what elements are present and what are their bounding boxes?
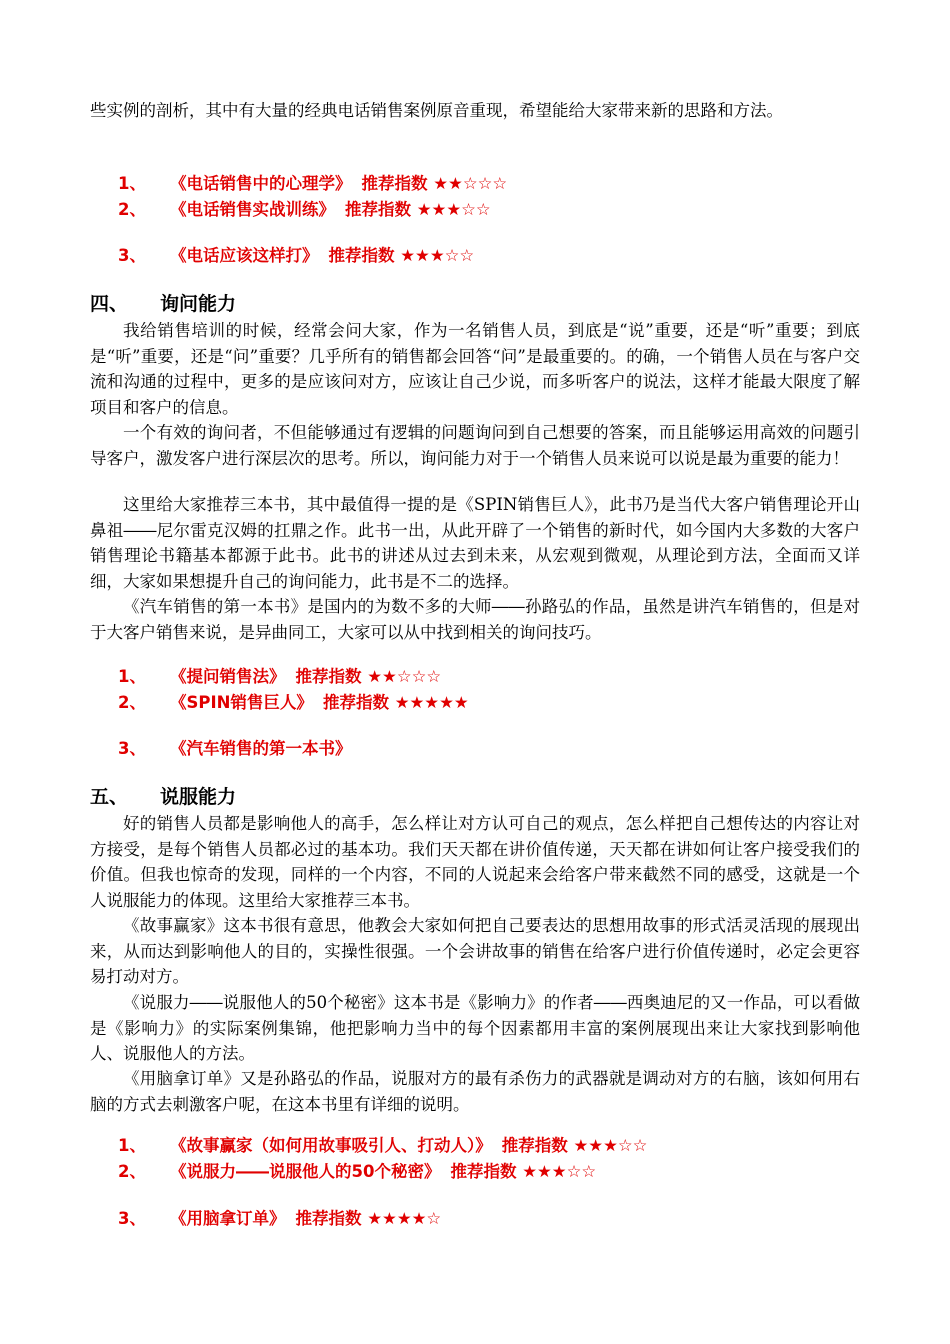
rating-label: 推荐指数 — [328, 246, 395, 265]
rating-label: 推荐指数 — [501, 1136, 568, 1155]
book-number: 3、 — [118, 1209, 146, 1228]
rating-stars: ★★★☆☆ — [400, 246, 475, 265]
rating-stars: ★★★★☆ — [367, 1209, 442, 1228]
book-title: 《汽车销售的第一本书》 — [170, 739, 352, 758]
book-recommendation — [118, 690, 469, 716]
rating-label: 推荐指数 — [295, 1209, 362, 1228]
book-title: 《电话销售中的心理学》 — [170, 174, 352, 193]
book-recommendation — [118, 1133, 647, 1159]
book-number: 3、 — [118, 246, 146, 265]
book-recommendation — [118, 664, 441, 690]
book-recommendation — [118, 1206, 441, 1232]
body-paragraph: 一个有效的询问者，不但能够通过有逻辑的问题询问到自己想要的答案，而且能够运用高效的问题引导客户，激发客户进行深层次的思考。所以，询问能力对于一个销售人员来说可以说是最为重要的能力！ — [90, 423, 860, 468]
rating-label: 推荐指数 — [322, 693, 389, 712]
body-paragraph: 《用脑拿订单》又是孙路弘的作品，说服对方的最有杀伤力的武器就是调动对方的右脑，该如何用右脑的方式去刺激客户呢，在这本书里有详细的说明。 — [90, 1069, 860, 1114]
book-recommendation — [118, 171, 507, 197]
rating-stars: ★★☆☆☆ — [367, 667, 442, 686]
book-number: 2、 — [118, 1162, 146, 1181]
rating-label: 推荐指数 — [345, 200, 411, 219]
rating-label: 推荐指数 — [450, 1162, 517, 1181]
book-recommendation — [118, 197, 491, 223]
book-title: 《SPIN销售巨人》 — [170, 693, 313, 712]
section-title: 询问能力 — [160, 293, 237, 315]
book-recommendation — [118, 736, 352, 762]
rating-stars: ★★★☆☆ — [416, 200, 491, 219]
rating-stars: ★★★☆☆ — [573, 1136, 648, 1155]
rating-label: 推荐指数 — [361, 174, 428, 193]
rating-stars: ★★★★★ — [394, 693, 469, 712]
section-heading — [90, 783, 236, 811]
body-paragraph: 《汽车销售的第一本书》是国内的为数不多的大师――孙路弘的作品，虽然是讲汽车销售的，但是对于大客户销售来说，是异曲同工，大家可以从中找到相关的询问技巧。 — [90, 597, 860, 642]
section-number: 四、 — [90, 293, 129, 315]
book-title: 《电话销售实战训练》 — [170, 200, 335, 219]
book-number: 1、 — [118, 667, 146, 686]
section-heading — [90, 290, 236, 318]
rating-label: 推荐指数 — [295, 667, 362, 686]
book-number: 1、 — [118, 1136, 146, 1155]
body-paragraph: 《故事赢家》这本书很有意思，他教会大家如何把自己要表达的思想用故事的形式活灵活现的展现出来，从而达到影响他人的目的，实操性很强。一个会讲故事的销售在给客户进行价值传递时，必定会更容易打动对方。 — [90, 916, 860, 986]
intro-paragraph: 些实例的剖析，其中有大量的经典电话销售案例原音重现，希望能给大家带来新的思路和方法。 — [90, 101, 783, 120]
body-paragraph: 好的销售人员都是影响他人的高手，怎么样让对方认可自己的观点，怎么样把自己想传达的内容让对方接受，是每个销售人员都必过的基本功。我们天天都在讲价值传递，天天都在讲如何让客户接受我们的价值。但我也惊奇的发现，同样的一个内容，不同的人说起来会给客户带来截然不同的感受，这就是一个人说服能力的体现。这里给大家推荐三本书。 — [90, 814, 860, 910]
body-paragraph: 我给销售培训的时候，经常会问大家，作为一名销售人员，到底是“说”重要，还是“听”重要；到底是“听”重要，还是“问”重要？几乎所有的销售都会回答“问”是最重要的。的确，一个销售人员在与客户交流和沟通的过程中，更多的是应该问对方，应该让自己少说，而多听客户的说法，这样才能最大限度了解项目和客户的信息。 — [90, 321, 860, 417]
book-title: 《说服力――说服他人的50个秘密》 — [170, 1162, 441, 1181]
book-title: 《电话应该这样打》 — [170, 246, 319, 265]
body-paragraph: 这里给大家推荐三本书，其中最值得一提的是《SPIN销售巨人》，此书乃是当代大客户销售理论开山鼻祖――尼尔雷克汉姆的扛鼎之作。此书一出，从此开辟了一个销售的新时代，如今国内大多数的大客户销售理论书籍基本都源于此书。此书的讲述从过去到未来，从宏观到微观，从理论到方法，全面而又详细，大家如果想提升自己的询问能力，此书是不二的选择。 — [90, 495, 860, 591]
body-paragraph: 《说服力――说服他人的50个秘密》这本书是《影响力》的作者――西奥迪尼的又一作品，可以看做是《影响力》的实际案例集锦，他把影响力当中的每个因素都用丰富的案例展现出来让大家找到影响他人、说服他人的方法。 — [90, 993, 860, 1063]
book-title: 《用脑拿订单》 — [170, 1209, 286, 1228]
section-title: 说服能力 — [160, 786, 237, 808]
book-number: 2、 — [118, 693, 146, 712]
section-number: 五、 — [90, 786, 129, 808]
rating-stars: ★★★☆☆ — [522, 1162, 597, 1181]
book-number: 3、 — [118, 739, 146, 758]
book-number: 1、 — [118, 174, 146, 193]
book-recommendation — [118, 243, 474, 269]
book-title: 《提问销售法》 — [170, 667, 286, 686]
book-number: 2、 — [118, 200, 146, 219]
book-title: 《故事赢家（如何用故事吸引人、打动人）》 — [170, 1136, 492, 1155]
book-recommendation — [118, 1159, 596, 1185]
rating-stars: ★★☆☆☆ — [433, 174, 508, 193]
